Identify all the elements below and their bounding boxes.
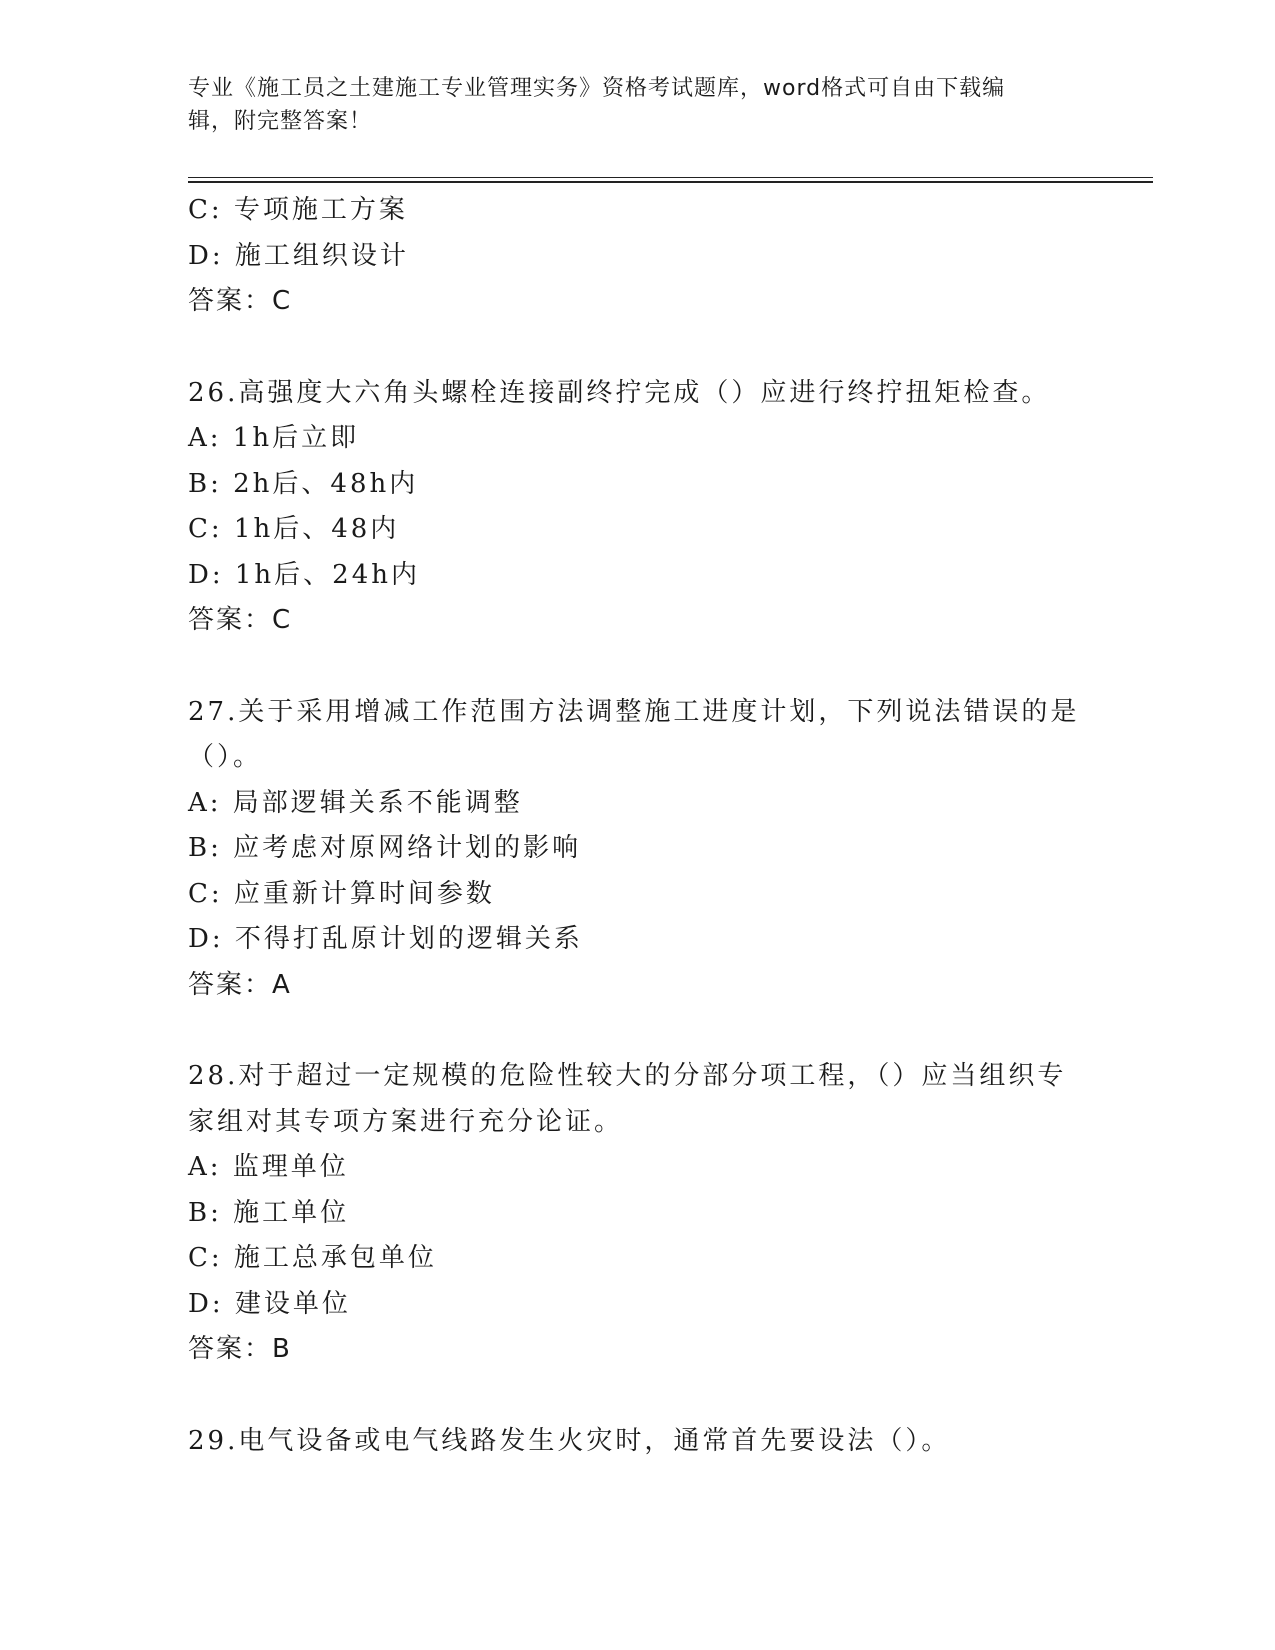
option-a: A: 1h后立即 xyxy=(188,423,360,453)
question-stem-line-1: 28.对于超过一定规模的危险性较大的分部分项工程，（）应当组织专 xyxy=(188,1061,1067,1091)
header-line-2: 辑，附完整答案！ xyxy=(188,109,373,134)
answer-line: 答案：C xyxy=(188,605,293,635)
question-stem-line-1: 27.关于采用增减工作范围方法调整施工进度计划，下列说法错误的是 xyxy=(188,696,1080,727)
option-c: C: 应重新计算时间参数 xyxy=(188,878,495,909)
option-d: D: 施工组织设计 xyxy=(188,240,409,271)
answer-line: 答案：B xyxy=(188,1334,292,1364)
spacer xyxy=(188,1008,1088,1054)
option-a: A: 监理单位 xyxy=(188,1152,349,1182)
question-26 xyxy=(188,371,1088,644)
answer-line: 答案：A xyxy=(188,969,292,1000)
question-stem: 26.高强度大六角头螺栓连接副终拧完成（）应进行终拧扭矩检查。 xyxy=(188,377,1051,408)
option-d: D: 1h后、24h内 xyxy=(188,559,420,590)
question-stem-line-2: （）。 xyxy=(188,742,263,772)
answer-line: 答案：C xyxy=(188,286,293,316)
header-line-1: 专业《施工员之土建施工专业管理实务》资格考试题库，word格式可自由下载编 xyxy=(188,76,1006,101)
question-29 xyxy=(188,1419,1088,1465)
header-divider-thick xyxy=(188,181,1153,183)
option-b: B: 应考虑对原网络计划的影响 xyxy=(188,833,582,863)
option-c: C: 专项施工方案 xyxy=(188,195,408,225)
option-a: A: 局部逻辑关系不能调整 xyxy=(188,787,523,818)
spacer xyxy=(188,325,1088,371)
question-28 xyxy=(188,1054,1088,1373)
option-b: B: 2h后、48h内 xyxy=(188,468,419,499)
document-header xyxy=(188,72,1068,138)
question-stem: 29.电气设备或电气线路发生火灾时，通常首先要设法（）。 xyxy=(188,1425,951,1456)
option-d: D: 建设单位 xyxy=(188,1288,351,1319)
question-list xyxy=(188,188,1088,1464)
question-27 xyxy=(188,690,1088,1009)
option-b: B: 施工单位 xyxy=(188,1197,350,1228)
option-c: C: 1h后、48内 xyxy=(188,514,400,544)
option-c: C: 施工总承包单位 xyxy=(188,1243,437,1273)
question-25-tail xyxy=(188,188,1088,325)
spacer xyxy=(188,1373,1088,1419)
spacer xyxy=(188,644,1088,690)
question-stem-line-2: 家组对其专项方案进行充分论证。 xyxy=(188,1106,624,1137)
option-d: D: 不得打乱原计划的逻辑关系 xyxy=(188,924,583,954)
header-divider-thin xyxy=(188,177,1153,178)
